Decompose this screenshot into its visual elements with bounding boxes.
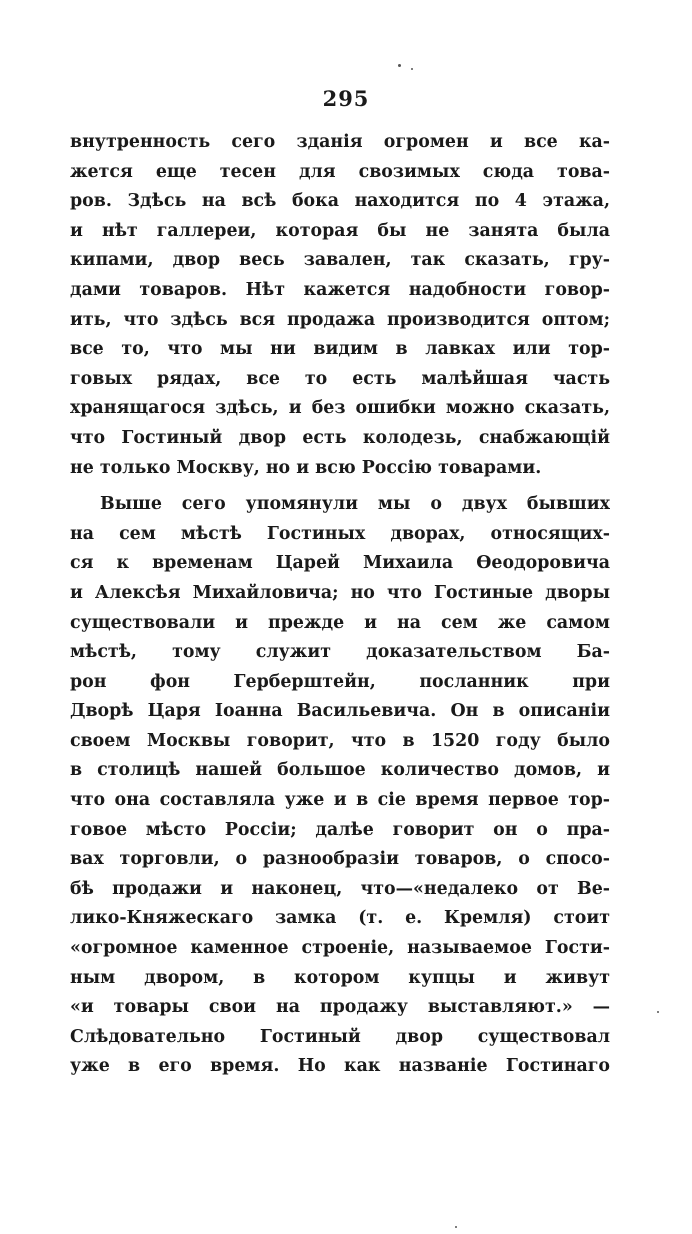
paragraph-2 [70,490,610,1082]
text-line: рон фон Герберштейн, посланник при [70,671,610,692]
text-line: в столицѣ нашей большое количество домов, и [70,760,610,781]
text-line: дами товаров. Нѣт кажется надобности говор- [70,279,610,300]
text-line: не только Москву, но и всю Россію товарами. [70,457,542,478]
text-line: жется еще тесен для свозимых сюда това- [70,161,610,182]
text-line: и нѣт галлереи, которая бы не занята была [70,220,610,241]
text-line: «огромное каменное строеніе, называемое Гости- [70,938,610,959]
ink-speck [411,68,413,70]
text-line: внутренность сего зданія огромен и все ка- [70,132,610,152]
text-line: Слѣдовательно Гостиный двор существовал [70,1026,610,1047]
text-line: Выше сего упомянули мы о двух бывших [100,494,610,515]
text-line: «и товары свои на продажу выставляют.» — [70,997,610,1018]
text-line: бѣ продажи и наконец, что—«недалеко от Ве- [70,878,610,899]
text-line: ся к временам Царей Михаила Ѳеодоровича [70,553,610,574]
text-line: все то, что мы ни видим в лавках или тор- [70,339,610,360]
page-number: 295 [322,86,370,111]
ink-speck [398,64,401,67]
text-line: и Алексѣя Михайловича; но что Гостиные дворы [70,582,610,603]
text-line: уже в его время. Но как названіе Гостинаго [70,1056,610,1077]
text-line: Дворѣ Царя Іоанна Васильевича. Он в описаніи [70,701,610,722]
text-line: хранящагося здѣсь, и без ошибки можно сказать, [70,398,610,419]
ink-speck [455,1226,457,1228]
text-line: ров. Здѣсь на всѣ бока находится по 4 этажа, [70,191,610,212]
text-line: ным двором, в котором купцы и живут [70,967,610,988]
paragraph-1 [70,128,610,483]
text-line: существовали и прежде и на сем же самом [70,612,610,633]
text-line: что Гостиный двор есть колодезь, снабжающій [70,427,610,448]
text-line: вах торговли, о разнообразіи товаров, о спосо- [70,849,610,870]
paragraph-gap [70,483,610,490]
text-line: говых рядах, все то есть малѣйшая часть [70,368,610,389]
text-line: говое мѣсто Россіи; далѣе говорит он о пра- [70,819,610,840]
text-line: лико-Княжескаго замка (т. е. Кремля) стоит [70,908,610,929]
text-line: своем Москвы говорит, что в 1520 году было [70,730,610,751]
text-line: кипами, двор весь завален, так сказать, гру- [70,250,610,271]
text-line: что она составляла уже и в сіе время первое тор- [70,790,610,811]
text-line: на сем мѣстѣ Гостиных дворах, относящих- [70,523,610,544]
text-line: ить, что здѣсь вся продажа производится оптом; [70,309,610,330]
body-text [70,128,610,1082]
ink-speck [657,1011,659,1013]
text-line: мѣстѣ, тому служит доказательством Ба- [70,642,610,663]
